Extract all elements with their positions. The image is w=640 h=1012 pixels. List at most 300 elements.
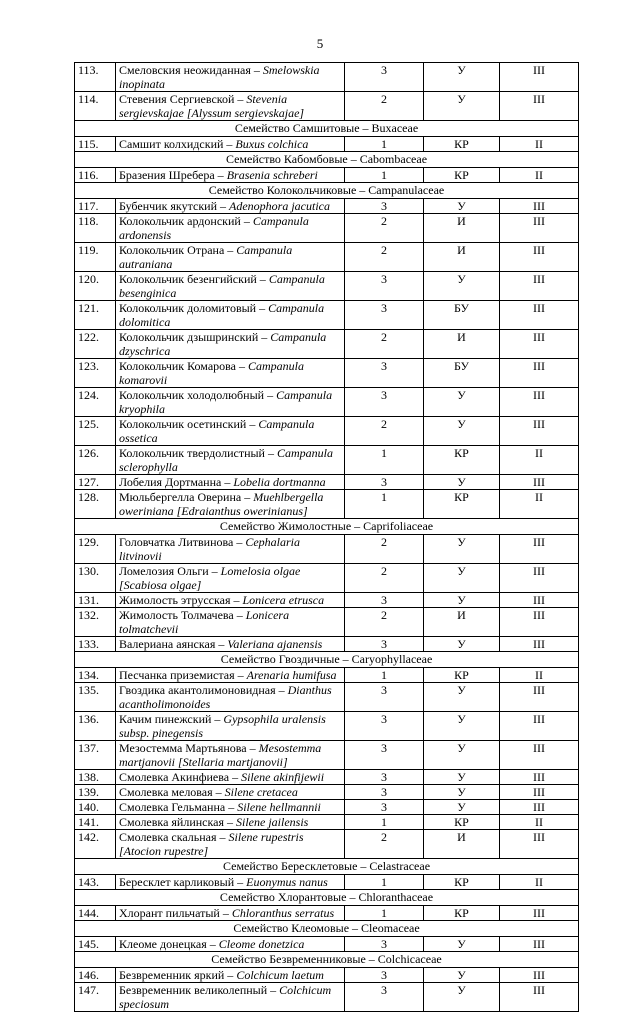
species-name xyxy=(116,535,345,564)
status-code: КР xyxy=(424,137,500,152)
species-name xyxy=(116,272,345,301)
species-name xyxy=(116,475,345,490)
russian-name: Жимолость этрусская – xyxy=(119,593,243,607)
species-name xyxy=(116,564,345,593)
latin-name: Silene akinfijewii xyxy=(241,770,325,784)
species-row xyxy=(75,359,579,388)
species-row xyxy=(75,785,579,800)
latin-name: Dianthus acantholimonoides xyxy=(119,683,332,711)
rarity-category: 1 xyxy=(345,668,424,683)
russian-name: Колокольчик холодолюбный – xyxy=(119,388,277,402)
status-code: И xyxy=(424,330,500,359)
latin-name: Arenaria humifusa xyxy=(246,668,337,682)
latin-name: Lobelia dortmanna xyxy=(233,475,326,489)
species-name xyxy=(116,593,345,608)
species-table-body xyxy=(75,63,579,1012)
latin-name: Cleome donetzica xyxy=(218,937,305,951)
species-row xyxy=(75,683,579,712)
species-name xyxy=(116,301,345,330)
status-code: У xyxy=(424,983,500,1012)
species-row xyxy=(75,417,579,446)
rarity-category: 2 xyxy=(345,830,424,859)
row-number: 114. xyxy=(75,92,116,121)
status-code: У xyxy=(424,475,500,490)
species-name xyxy=(116,608,345,637)
status-code: У xyxy=(424,770,500,785)
priority-level: III xyxy=(500,199,579,214)
family-name: Семейство Безвременниковые – Colchicaceae xyxy=(75,952,579,968)
status-code: У xyxy=(424,199,500,214)
family-name: Семейство Колокольчиковые – Campanulaceae xyxy=(75,183,579,199)
row-number: 138. xyxy=(75,770,116,785)
latin-name: Adenophora jacutica xyxy=(229,199,330,213)
species-name xyxy=(116,770,345,785)
species-name xyxy=(116,243,345,272)
species-name xyxy=(116,830,345,859)
species-row xyxy=(75,214,579,243)
russian-name: Валериана аянская – xyxy=(119,637,228,651)
species-row xyxy=(75,490,579,519)
status-code: У xyxy=(424,272,500,301)
status-code: КР xyxy=(424,906,500,921)
status-code: КР xyxy=(424,668,500,683)
species-row xyxy=(75,63,579,92)
species-name xyxy=(116,741,345,770)
species-name xyxy=(116,388,345,417)
family-header-row xyxy=(75,183,579,199)
rarity-category: 1 xyxy=(345,875,424,890)
rarity-category: 1 xyxy=(345,446,424,475)
species-row xyxy=(75,475,579,490)
species-name xyxy=(116,214,345,243)
row-number: 119. xyxy=(75,243,116,272)
priority-level: III xyxy=(500,906,579,921)
rarity-category: 1 xyxy=(345,168,424,183)
latin-name: Muehlbergella oweriniana [Edraianthus owerinianus] xyxy=(119,490,324,518)
species-name xyxy=(116,875,345,890)
row-number: 139. xyxy=(75,785,116,800)
row-number: 113. xyxy=(75,63,116,92)
status-code: КР xyxy=(424,446,500,475)
russian-name: Мезостемма Мартьянова – xyxy=(119,741,259,755)
status-code: КР xyxy=(424,815,500,830)
family-name: Семейство Бересклетовые – Celastraceae xyxy=(75,859,579,875)
russian-name: Ломелозия Ольги – xyxy=(119,564,221,578)
family-name: Семейство Гвоздичные – Caryophyllaceae xyxy=(75,652,579,668)
priority-level: II xyxy=(500,446,579,475)
species-row xyxy=(75,800,579,815)
rarity-category: 3 xyxy=(345,937,424,952)
status-code: У xyxy=(424,937,500,952)
status-code: У xyxy=(424,785,500,800)
status-code: И xyxy=(424,214,500,243)
species-name xyxy=(116,199,345,214)
rarity-category: 1 xyxy=(345,137,424,152)
row-number: 143. xyxy=(75,875,116,890)
family-header-row xyxy=(75,952,579,968)
row-number: 145. xyxy=(75,937,116,952)
species-row xyxy=(75,983,579,1012)
russian-name: Смеловския неожиданная – xyxy=(119,63,263,77)
species-name xyxy=(116,637,345,652)
russian-name: Колокольчик осетинский – xyxy=(119,417,259,431)
russian-name: Колокольчик Комарова – xyxy=(119,359,248,373)
rarity-category: 2 xyxy=(345,214,424,243)
latin-name: Valeriana ajanensis xyxy=(227,637,323,651)
russian-name: Жимолость Толмачева – xyxy=(119,608,246,622)
row-number: 132. xyxy=(75,608,116,637)
priority-level: III xyxy=(500,564,579,593)
latin-name: Silene jailensis xyxy=(236,815,309,829)
species-name xyxy=(116,92,345,121)
rarity-category: 2 xyxy=(345,330,424,359)
species-row xyxy=(75,388,579,417)
status-code: У xyxy=(424,92,500,121)
page-number: 5 xyxy=(316,36,324,51)
species-row xyxy=(75,92,579,121)
species-row xyxy=(75,330,579,359)
row-number: 123. xyxy=(75,359,116,388)
priority-level: III xyxy=(500,214,579,243)
species-name xyxy=(116,983,345,1012)
latin-name: Silene rupestris [Atocion rupestre] xyxy=(119,830,304,858)
row-number: 126. xyxy=(75,446,116,475)
rarity-category: 1 xyxy=(345,490,424,519)
priority-level: III xyxy=(500,272,579,301)
priority-level: III xyxy=(500,388,579,417)
status-code: БУ xyxy=(424,301,500,330)
species-name xyxy=(116,668,345,683)
priority-level: II xyxy=(500,668,579,683)
species-row xyxy=(75,637,579,652)
priority-level: III xyxy=(500,417,579,446)
priority-level: III xyxy=(500,968,579,983)
family-name: Семейство Самшитовые – Buxaceae xyxy=(75,121,579,137)
rarity-category: 3 xyxy=(345,741,424,770)
status-code: У xyxy=(424,388,500,417)
status-code: КР xyxy=(424,875,500,890)
species-row xyxy=(75,815,579,830)
latin-name: Chloranthus serratus xyxy=(231,906,335,920)
status-code: У xyxy=(424,637,500,652)
rarity-category: 1 xyxy=(345,906,424,921)
species-name xyxy=(116,800,345,815)
priority-level: II xyxy=(500,168,579,183)
rarity-category: 3 xyxy=(345,637,424,652)
rarity-category: 3 xyxy=(345,683,424,712)
russian-name: Смолевка Акинфиева – xyxy=(119,770,242,784)
row-number: 144. xyxy=(75,906,116,921)
priority-level: III xyxy=(500,593,579,608)
priority-level: III xyxy=(500,535,579,564)
species-name xyxy=(116,63,345,92)
row-number: 115. xyxy=(75,137,116,152)
russian-name: Колокольчик дзышринский – xyxy=(119,330,271,344)
species-row xyxy=(75,608,579,637)
priority-level: III xyxy=(500,92,579,121)
species-row xyxy=(75,535,579,564)
russian-name: Колокольчик Отрана – xyxy=(119,243,237,257)
row-number: 125. xyxy=(75,417,116,446)
row-number: 146. xyxy=(75,968,116,983)
row-number: 134. xyxy=(75,668,116,683)
row-number: 136. xyxy=(75,712,116,741)
rarity-category: 2 xyxy=(345,243,424,272)
latin-name: Silene cretacea xyxy=(224,785,298,799)
russian-name: Смолевка яйлинская – xyxy=(119,815,236,829)
species-name xyxy=(116,968,345,983)
species-name xyxy=(116,937,345,952)
species-name xyxy=(116,683,345,712)
status-code: У xyxy=(424,535,500,564)
priority-level: III xyxy=(500,301,579,330)
russian-name: Смолевка скальная – xyxy=(119,830,229,844)
row-number: 142. xyxy=(75,830,116,859)
priority-level: III xyxy=(500,683,579,712)
rarity-category: 3 xyxy=(345,712,424,741)
row-number: 127. xyxy=(75,475,116,490)
status-code: И xyxy=(424,830,500,859)
species-name xyxy=(116,359,345,388)
status-code: У xyxy=(424,968,500,983)
latin-name: Buxus colchica xyxy=(235,137,309,151)
rarity-category: 3 xyxy=(345,968,424,983)
latin-name: Lonicera etrusca xyxy=(242,593,325,607)
russian-name: Клеоме донецкая – xyxy=(119,937,219,951)
priority-level: III xyxy=(500,712,579,741)
status-code: У xyxy=(424,712,500,741)
russian-name: Песчанка приземистая – xyxy=(119,668,247,682)
latin-name: Colchicum laetum xyxy=(236,968,324,982)
row-number: 121. xyxy=(75,301,116,330)
latin-name: Euonymus nanus xyxy=(246,875,328,889)
priority-level: III xyxy=(500,637,579,652)
priority-level: III xyxy=(500,608,579,637)
rarity-category: 3 xyxy=(345,800,424,815)
russian-name: Колокольчик безенгийский – xyxy=(119,272,269,286)
russian-name: Колокольчик ардонский – xyxy=(119,214,253,228)
row-number: 118. xyxy=(75,214,116,243)
species-row xyxy=(75,937,579,952)
family-header-row xyxy=(75,519,579,535)
status-code: У xyxy=(424,683,500,712)
latin-name: Mesostemma martjanovii [Stellaria martjanovii] xyxy=(119,741,322,769)
species-name xyxy=(116,815,345,830)
priority-level: III xyxy=(500,800,579,815)
species-row xyxy=(75,272,579,301)
rarity-category: 3 xyxy=(345,785,424,800)
russian-name: Качим пинежский – xyxy=(119,712,224,726)
priority-level: III xyxy=(500,770,579,785)
species-name xyxy=(116,137,345,152)
latin-name: Colchicum speciosum xyxy=(119,983,332,1011)
russian-name: Бразения Шребера – xyxy=(119,168,227,182)
status-code: У xyxy=(424,741,500,770)
rarity-category: 3 xyxy=(345,388,424,417)
row-number: 120. xyxy=(75,272,116,301)
row-number: 141. xyxy=(75,815,116,830)
latin-name: Campanula ardonensis xyxy=(119,214,309,242)
russian-name: Бубенчик якутский – xyxy=(119,199,229,213)
family-header-row xyxy=(75,890,579,906)
rarity-category: 3 xyxy=(345,272,424,301)
family-header-row xyxy=(75,121,579,137)
row-number: 137. xyxy=(75,741,116,770)
rarity-category: 3 xyxy=(345,63,424,92)
family-name: Семейство Кабомбовые – Cabombaceae xyxy=(75,152,579,168)
rarity-category: 3 xyxy=(345,359,424,388)
russian-name: Мюльбергелла Оверина – xyxy=(119,490,254,504)
priority-level: III xyxy=(500,741,579,770)
species-row xyxy=(75,564,579,593)
latin-name: Brasenia schreberi xyxy=(226,168,318,182)
row-number: 140. xyxy=(75,800,116,815)
priority-level: II xyxy=(500,137,579,152)
status-code: У xyxy=(424,800,500,815)
russian-name: Колокольчик доломитовый – xyxy=(119,301,269,315)
rarity-category: 1 xyxy=(345,815,424,830)
species-name xyxy=(116,330,345,359)
latin-name: Cephalaria litvinovii xyxy=(119,535,301,563)
priority-level: III xyxy=(500,330,579,359)
species-name xyxy=(116,168,345,183)
russian-name: Самшит колхидский – xyxy=(119,137,236,151)
family-header-row xyxy=(75,859,579,875)
latin-name: Campanula sclerophylla xyxy=(119,446,333,474)
family-header-row xyxy=(75,652,579,668)
status-code: У xyxy=(424,564,500,593)
latin-name: Campanula kryophila xyxy=(119,388,333,416)
family-header-row xyxy=(75,921,579,937)
species-row xyxy=(75,668,579,683)
row-number: 130. xyxy=(75,564,116,593)
row-number: 116. xyxy=(75,168,116,183)
latin-name: Silene hellmannii xyxy=(237,800,321,814)
row-number: 131. xyxy=(75,593,116,608)
status-code: КР xyxy=(424,168,500,183)
species-row xyxy=(75,712,579,741)
priority-level: III xyxy=(500,983,579,1012)
species-name xyxy=(116,906,345,921)
rarity-category: 3 xyxy=(345,770,424,785)
latin-name: Campanula dzyschrica xyxy=(119,330,327,358)
latin-name: Campanula autraniana xyxy=(119,243,293,271)
latin-name: Stevenia sergievskajae [Alyssum sergievskajae] xyxy=(119,92,305,120)
species-name xyxy=(116,785,345,800)
species-row xyxy=(75,906,579,921)
rarity-category: 3 xyxy=(345,983,424,1012)
species-row xyxy=(75,446,579,475)
species-row xyxy=(75,875,579,890)
rarity-category: 3 xyxy=(345,593,424,608)
russian-name: Лобелия Дортманна – xyxy=(119,475,234,489)
species-table xyxy=(74,62,579,1012)
latin-name: Campanula besenginica xyxy=(119,272,325,300)
row-number: 124. xyxy=(75,388,116,417)
russian-name: Бересклет карликовый – xyxy=(119,875,247,889)
species-name xyxy=(116,490,345,519)
russian-name: Смолевка Гельманна – xyxy=(119,800,238,814)
russian-name: Безвременник великолепный – xyxy=(119,983,280,997)
russian-name: Колокольчик твердолистный – xyxy=(119,446,277,460)
status-code: БУ xyxy=(424,359,500,388)
species-row xyxy=(75,770,579,785)
status-code: И xyxy=(424,608,500,637)
priority-level: III xyxy=(500,475,579,490)
species-name xyxy=(116,417,345,446)
species-row xyxy=(75,968,579,983)
status-code: КР xyxy=(424,490,500,519)
status-code: У xyxy=(424,417,500,446)
priority-level: III xyxy=(500,243,579,272)
russian-name: Головчатка Литвинова – xyxy=(119,535,246,549)
latin-name: Lomelosia olgae [Scabiosa olgae] xyxy=(119,564,301,592)
species-row xyxy=(75,741,579,770)
rarity-category: 2 xyxy=(345,608,424,637)
status-code: У xyxy=(424,63,500,92)
latin-name: Campanula ossetica xyxy=(119,417,315,445)
status-code: И xyxy=(424,243,500,272)
status-code: У xyxy=(424,593,500,608)
row-number: 147. xyxy=(75,983,116,1012)
russian-name: Безвременник яркий – xyxy=(119,968,237,982)
family-name: Семейство Жимолостные – Caprifoliaceae xyxy=(75,519,579,535)
species-row xyxy=(75,830,579,859)
family-name: Семейство Хлорантовые – Chloranthaceae xyxy=(75,890,579,906)
priority-level: III xyxy=(500,63,579,92)
russian-name: Стевения Сергиевской – xyxy=(119,92,247,106)
family-name: Семейство Клеомовые – Cleomaceae xyxy=(75,921,579,937)
species-row xyxy=(75,593,579,608)
row-number: 129. xyxy=(75,535,116,564)
species-row xyxy=(75,137,579,152)
priority-level: III xyxy=(500,830,579,859)
rarity-category: 3 xyxy=(345,199,424,214)
row-number: 128. xyxy=(75,490,116,519)
species-name xyxy=(116,446,345,475)
species-row xyxy=(75,199,579,214)
latin-name: Campanula dolomitica xyxy=(119,301,325,329)
family-header-row xyxy=(75,152,579,168)
russian-name: Гвоздика акантолимоновидная – xyxy=(119,683,288,697)
row-number: 135. xyxy=(75,683,116,712)
rarity-category: 3 xyxy=(345,301,424,330)
latin-name: Gypsophila uralensis subsp. pinegensis xyxy=(119,712,326,740)
priority-level: III xyxy=(500,937,579,952)
priority-level: II xyxy=(500,875,579,890)
rarity-category: 2 xyxy=(345,417,424,446)
row-number: 122. xyxy=(75,330,116,359)
latin-name: Campanula komarovii xyxy=(119,359,304,387)
russian-name: Хлорант пильчатый – xyxy=(119,906,232,920)
priority-level: II xyxy=(500,815,579,830)
species-name xyxy=(116,712,345,741)
species-row xyxy=(75,168,579,183)
row-number: 133. xyxy=(75,637,116,652)
priority-level: II xyxy=(500,490,579,519)
species-row xyxy=(75,301,579,330)
rarity-category: 2 xyxy=(345,535,424,564)
russian-name: Смолевка меловая – xyxy=(119,785,225,799)
species-row xyxy=(75,243,579,272)
rarity-category: 2 xyxy=(345,564,424,593)
row-number: 117. xyxy=(75,199,116,214)
priority-level: III xyxy=(500,785,579,800)
rarity-category: 2 xyxy=(345,92,424,121)
priority-level: III xyxy=(500,359,579,388)
rarity-category: 3 xyxy=(345,475,424,490)
latin-name: Smelowskia inopinata xyxy=(119,63,320,91)
